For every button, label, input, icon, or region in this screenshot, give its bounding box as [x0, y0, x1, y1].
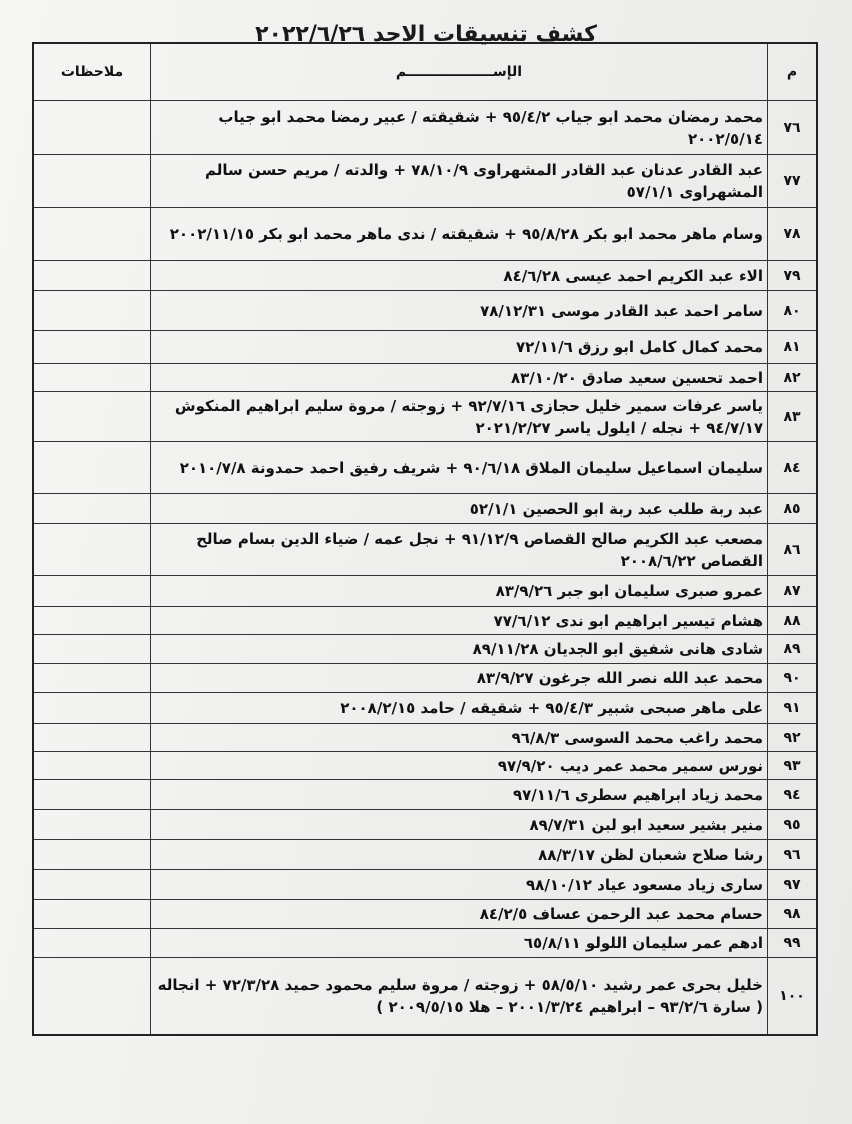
row-notes [33, 780, 151, 810]
row-number: ٩٩ [768, 929, 818, 958]
row-number: ٨٤ [768, 442, 818, 494]
row-notes [33, 810, 151, 840]
row-name: خليل بحرى عمر رشيد ٥٨/٥/١٠ + زوجته / مروة سليم محمود حميد ٧٢/٣/٢٨ + انجاله ( سارة ٩٣/٢/٦ – ابراهيم ٢٠٠١/٣/٢٤ – هلا ٢٠٠٩/٥/١٥ ) [151, 958, 768, 1035]
row-notes [33, 724, 151, 752]
row-number: ٨٧ [768, 576, 818, 607]
row-name: محمد راغب محمد السوسى ٩٦/٨/٣ [151, 724, 768, 752]
row-number: ٩٤ [768, 780, 818, 810]
row-number: ٨٢ [768, 364, 818, 392]
row-number: ١٠٠ [768, 958, 818, 1035]
table-row [33, 261, 817, 291]
row-name: عبد القادر عدنان عبد القادر المشهراوى ٧٨/١٠/٩ + والدته / مريم حسن سالم المشهراوى ٥٧/١/١ [151, 155, 768, 208]
table-row [33, 900, 817, 929]
table-row [33, 635, 817, 664]
row-notes [33, 442, 151, 494]
row-notes [33, 607, 151, 635]
row-number: ٨١ [768, 331, 818, 364]
table-row [33, 929, 817, 958]
row-notes [33, 494, 151, 524]
row-name: مصعب عبد الكريم صالح القصاص ٩١/١٢/٩ + نجل عمه / ضياء الدين بسام صالح القصاص ٢٠٠٨/٦/٢٢ [151, 524, 768, 576]
row-notes [33, 364, 151, 392]
row-number: ٨٩ [768, 635, 818, 664]
row-notes [33, 291, 151, 331]
row-number: ٩٠ [768, 664, 818, 693]
row-name: منير بشير سعيد ابو لبن ٨٩/٧/٣١ [151, 810, 768, 840]
table-row [33, 958, 817, 1035]
table-row [33, 576, 817, 607]
row-name: وسام ماهر محمد ابو بكر ٩٥/٨/٢٨ + شقيقته / ندى ماهر محمد ابو بكر ٢٠٠٢/١١/١٥ [151, 208, 768, 261]
row-notes [33, 958, 151, 1035]
row-name: شادى هانى شفيق ابو الجديان ٨٩/١١/٢٨ [151, 635, 768, 664]
row-notes [33, 208, 151, 261]
row-name: محمد كمال كامل ابو رزق ٧٢/١١/٦ [151, 331, 768, 364]
row-notes [33, 261, 151, 291]
row-name: محمد رمضان محمد ابو جياب ٩٥/٤/٢ + شقيقته / عبير رمضا محمد ابو جياب ٢٠٠٢/٥/١٤ [151, 101, 768, 155]
row-notes [33, 664, 151, 693]
row-notes [33, 524, 151, 576]
table-row [33, 752, 817, 780]
coordination-table [32, 42, 818, 1036]
row-name: ادهم عمر سليمان اللولو ٦٥/٨/١١ [151, 929, 768, 958]
row-name: سارى زياد مسعود عياد ٩٨/١٠/١٢ [151, 870, 768, 900]
row-notes [33, 635, 151, 664]
table-row [33, 331, 817, 364]
row-number: ٩٨ [768, 900, 818, 929]
row-notes [33, 101, 151, 155]
row-number: ٧٩ [768, 261, 818, 291]
row-name: محمد عبد الله نصر الله جرغون ٨٣/٩/٢٧ [151, 664, 768, 693]
row-notes [33, 900, 151, 929]
row-number: ٩٥ [768, 810, 818, 840]
document-title: كشف تنسيقات الاحد ٢٠٢٢/٦/٢٦ [255, 22, 597, 47]
row-notes [33, 840, 151, 870]
row-number: ٩١ [768, 693, 818, 724]
row-name: نورس سمير محمد عمر ديب ٩٧/٩/٢٠ [151, 752, 768, 780]
row-name: عمرو صبرى سليمان ابو جبر ٨٣/٩/٢٦ [151, 576, 768, 607]
row-number: ٨٣ [768, 392, 818, 442]
row-name: عبد ربة طلب عبد ربة ابو الحصين ٥٢/١/١ [151, 494, 768, 524]
row-number: ٩٧ [768, 870, 818, 900]
row-name: سليمان اسماعيل سليمان الملاق ٩٠/٦/١٨ + شريف رفيق احمد حمدونة ٢٠١٠/٧/٨ [151, 442, 768, 494]
row-number: ٩٣ [768, 752, 818, 780]
row-name: هشام تيسير ابراهيم ابو ندى ٧٧/٦/١٢ [151, 607, 768, 635]
table-row [33, 840, 817, 870]
row-notes [33, 331, 151, 364]
table-row [33, 155, 817, 208]
header-number: م [768, 43, 818, 101]
table-row [33, 208, 817, 261]
table-row [33, 780, 817, 810]
row-notes [33, 693, 151, 724]
row-number: ٩٦ [768, 840, 818, 870]
row-number: ٨٥ [768, 494, 818, 524]
table-row [33, 524, 817, 576]
row-number: ٧٨ [768, 208, 818, 261]
table-row [33, 442, 817, 494]
row-notes [33, 929, 151, 958]
row-name: محمد زياد ابراهيم سطرى ٩٧/١١/٦ [151, 780, 768, 810]
header-name-label: الإســــــــــــــــــم [395, 64, 523, 80]
table-row [33, 870, 817, 900]
row-name: الاء عبد الكريم احمد عيسى ٨٤/٦/٢٨ [151, 261, 768, 291]
row-notes [33, 155, 151, 208]
row-name: سامر احمد عبد القادر موسى ٧٨/١٢/٣١ [151, 291, 768, 331]
table-row [33, 810, 817, 840]
row-name: على ماهر صبحى شبير ٩٥/٤/٣ + شقيقه / حامد ٢٠٠٨/٢/١٥ [151, 693, 768, 724]
row-name: حسام محمد عبد الرحمن عساف ٨٤/٢/٥ [151, 900, 768, 929]
row-notes [33, 576, 151, 607]
row-number: ٨٦ [768, 524, 818, 576]
row-notes [33, 870, 151, 900]
table-row [33, 291, 817, 331]
row-name: احمد تحسين سعيد صادق ٨٣/١٠/٢٠ [151, 364, 768, 392]
row-number: ٧٧ [768, 155, 818, 208]
table-row [33, 364, 817, 392]
row-notes [33, 392, 151, 442]
table-row [33, 607, 817, 635]
table-row [33, 101, 817, 155]
row-number: ٨٨ [768, 607, 818, 635]
row-name: رشا صلاح شعبان لظن ٨٨/٣/١٧ [151, 840, 768, 870]
table-row [33, 693, 817, 724]
table-header-row [33, 43, 817, 101]
table-row [33, 664, 817, 693]
table-row [33, 392, 817, 442]
row-notes [33, 752, 151, 780]
table-row [33, 724, 817, 752]
row-number: ٧٦ [768, 101, 818, 155]
row-name: ياسر عرفات سمير خليل حجازى ٩٢/٧/١٦ + زوجته / مروة سليم ابراهيم المنكوش ٩٤/٧/١٧ + نجله / ايلول ياسر ٢٠٢١/٢/٢٧ [151, 392, 768, 442]
row-number: ٨٠ [768, 291, 818, 331]
header-name [151, 43, 768, 101]
row-number: ٩٢ [768, 724, 818, 752]
header-notes: ملاحظات [33, 43, 151, 101]
table-row [33, 494, 817, 524]
